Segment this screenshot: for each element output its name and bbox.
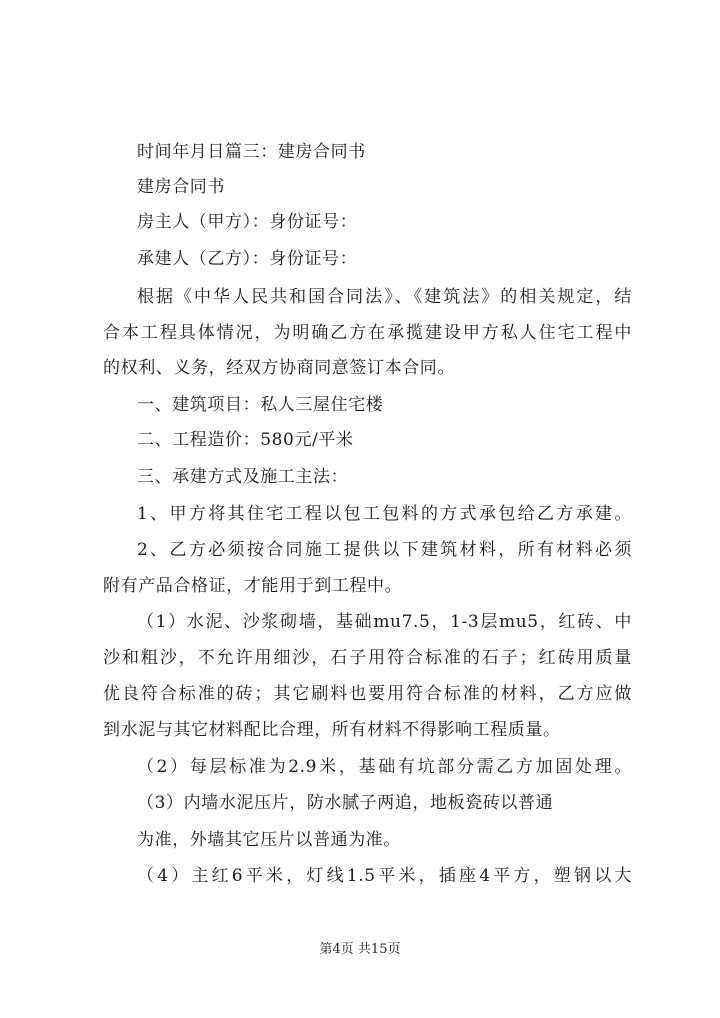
text-line: 1、甲方将其住宅工程以包工包料的方式承包给乙方承建。 [137, 504, 632, 524]
text-line: 一、建筑项目：私人三屋住宅楼 [137, 395, 384, 415]
page-footer: 第4页 共15页 [319, 942, 401, 957]
text-line: 为准，外墙其它压片以普通为准。 [137, 830, 401, 850]
text-line: （4）主红6平米，灯线1.5平米，插座4平方，塑钢以大 [137, 866, 632, 886]
text-line: 到水泥与其它材料配比合理，所有材料不得影响工程质量。 [103, 720, 561, 740]
text-line: 承建人（乙方）：身份证号： [137, 249, 358, 269]
text-line: 优良符合标准的砖；其它刷料也要用符合标准的材料，乙方应做 [103, 684, 632, 704]
text-line: （2）每层标准为2.9米，基础有坑部分需乙方加固处理。 [137, 757, 632, 777]
text-line: 沙和粗沙，不允许用细沙，石子用符合标准的石子；红砖用质量 [103, 648, 632, 668]
text-line: （3）内墙水泥压片，防水腻子两追，地板瓷砖以普通 [137, 793, 554, 813]
text-line: 二、工程造价：580元/平米 [137, 430, 354, 450]
text-line: 合本工程具体情况，为明确乙方在承揽建设甲方私人住宅工程中 [103, 323, 632, 343]
text-line: 三、承建方式及施工主法： [137, 467, 349, 487]
text-line: 的权利、义务，经双方协商同意签订本合同。 [103, 358, 455, 378]
text-line: （1）水泥、沙浆砌墙，基础mu7.5，1-3层mu5，红砖、中 [137, 612, 632, 632]
text-line: 房主人（甲方）：身份证号： [137, 212, 358, 232]
text-line: 2、乙方必须按合同施工提供以下建筑材料，所有材料必须 [137, 540, 632, 560]
text-line: 建房合同书 [137, 177, 225, 197]
text-line: 附有产品合格证，才能用于到工程中。 [103, 576, 403, 596]
text-line: 根据《中华人民共和国合同法》、《建筑法》的相关规定，结 [137, 287, 632, 307]
text-line: 时间年月日篇三：建房合同书 [137, 142, 366, 162]
